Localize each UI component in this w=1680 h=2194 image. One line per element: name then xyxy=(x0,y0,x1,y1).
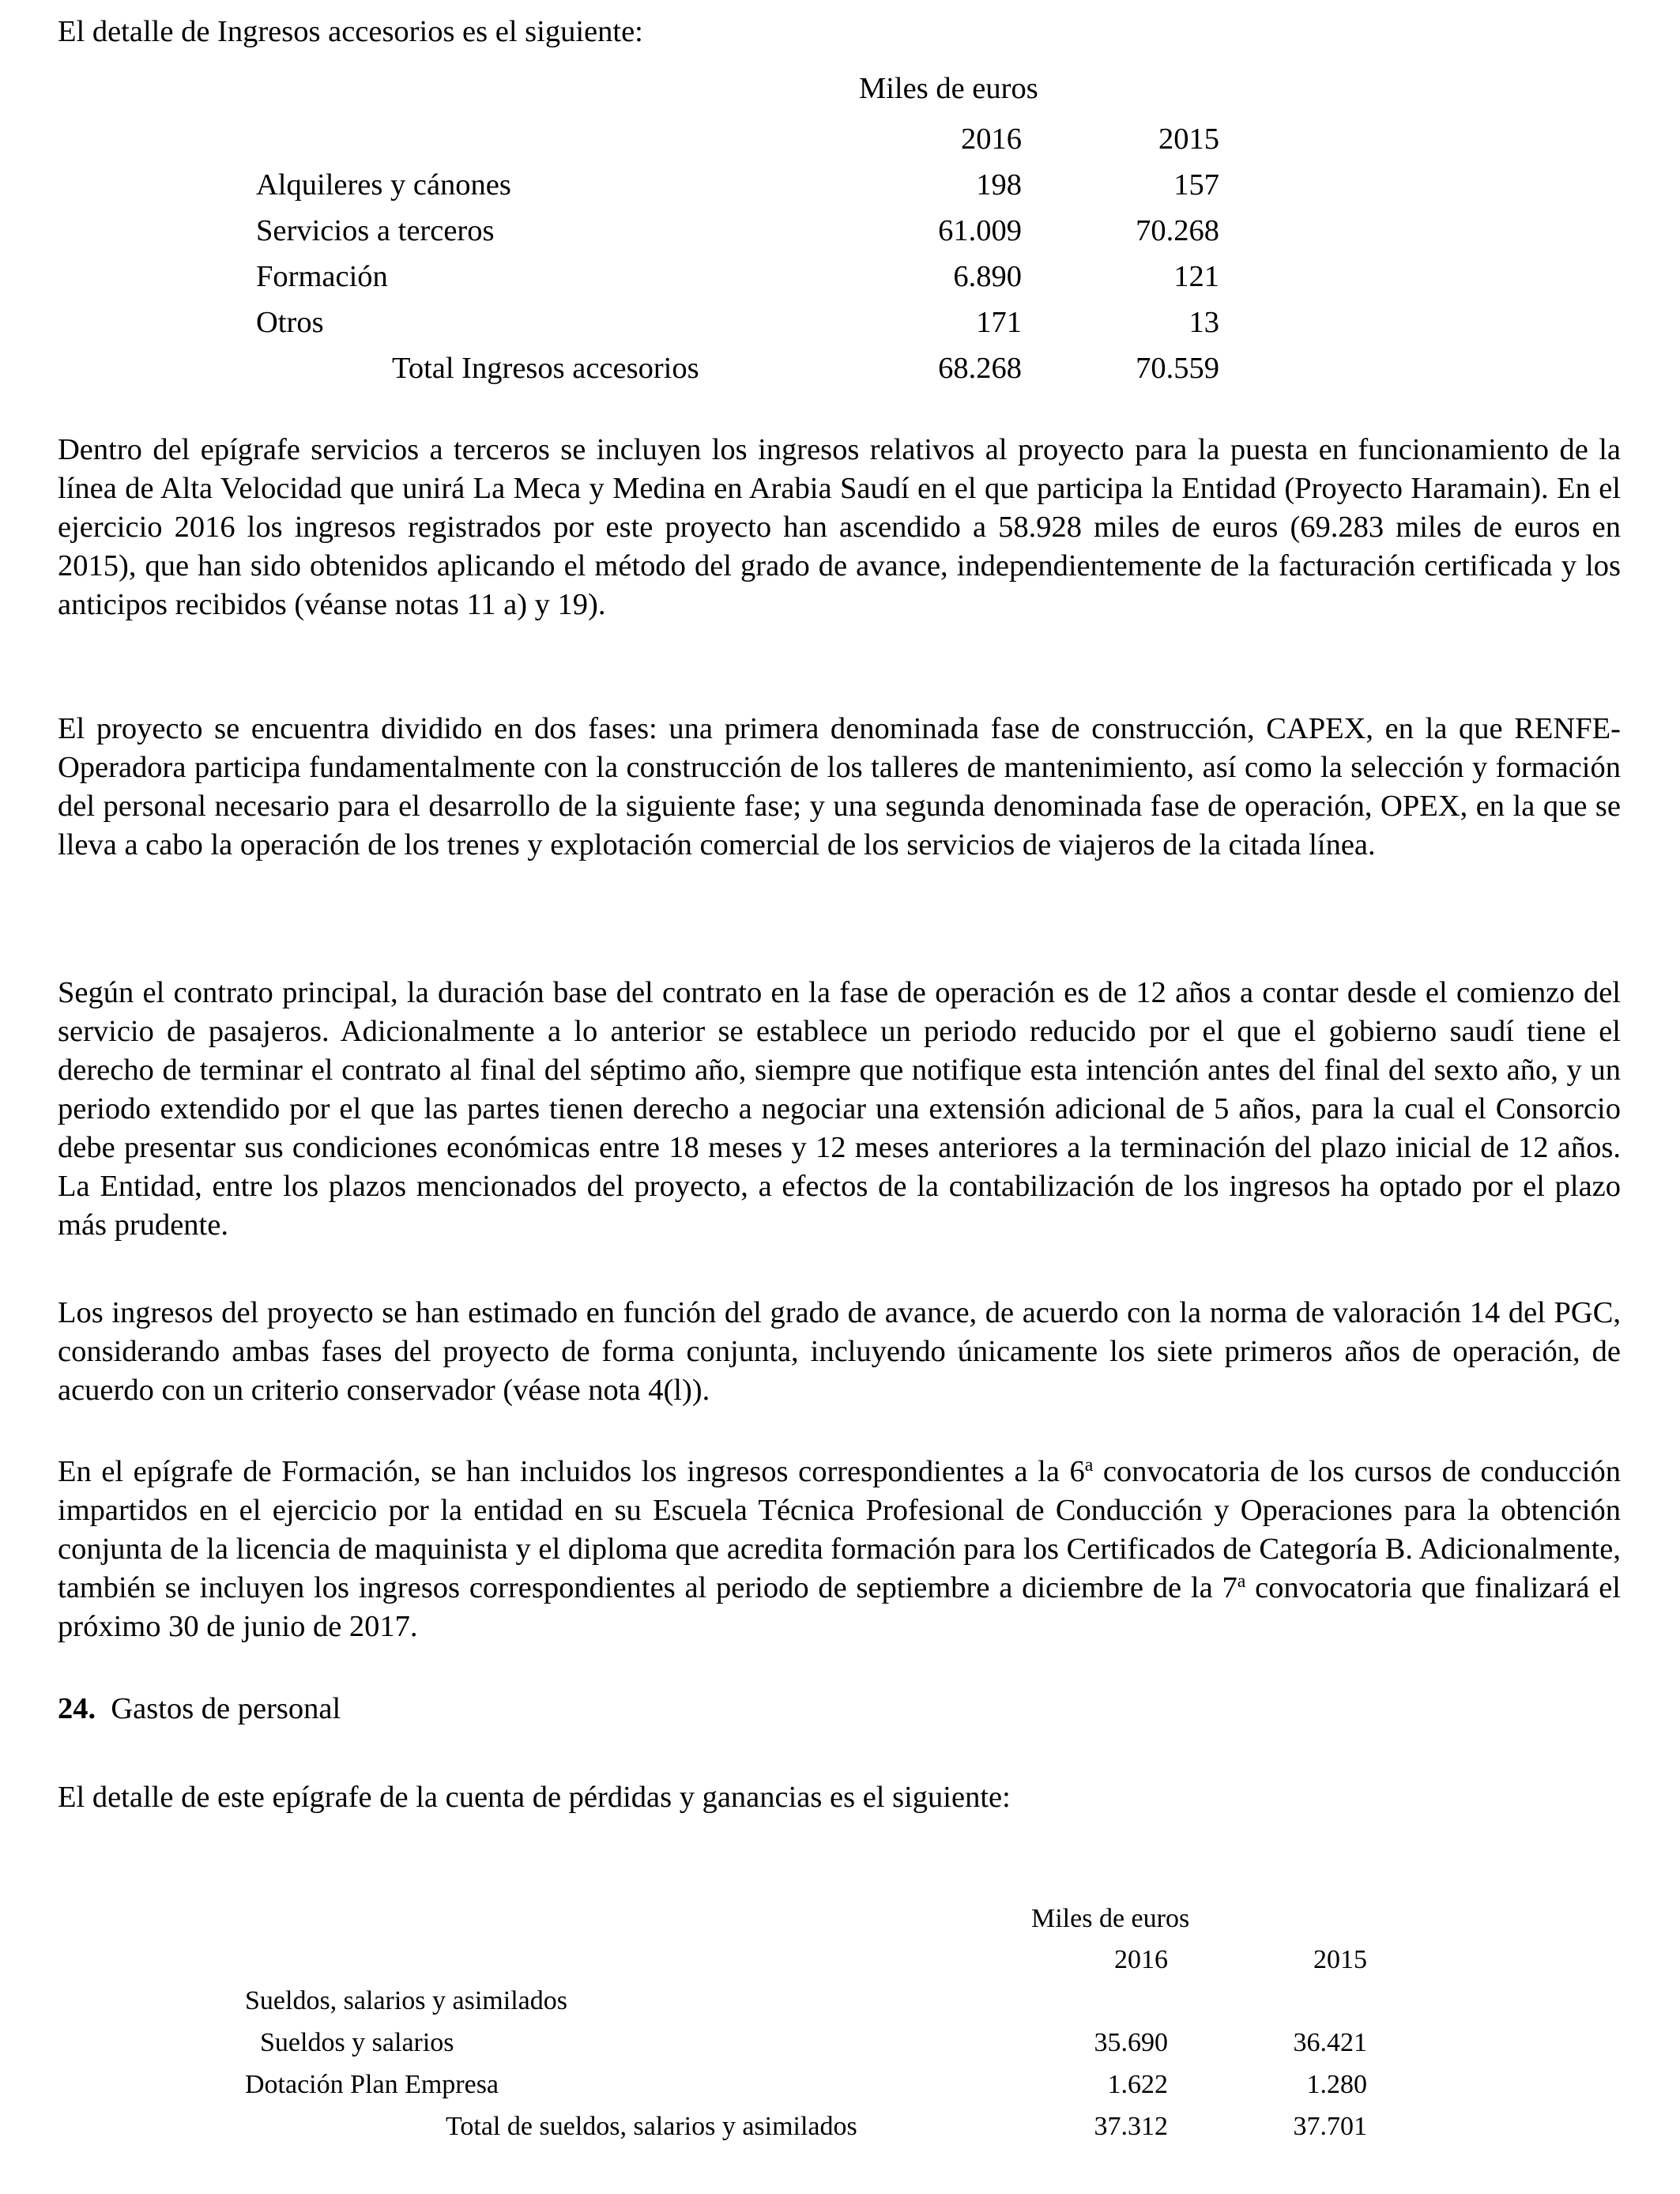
table2-row-label: Sueldos y salarios xyxy=(260,2028,454,2057)
table1-row-value-2016: 198 xyxy=(976,168,1022,202)
table1-year-2015: 2015 xyxy=(1158,123,1219,156)
table1-row-label: Otros xyxy=(256,306,324,339)
table2-year-2015: 2015 xyxy=(1313,1945,1367,1974)
table2-year-2016: 2016 xyxy=(1114,1945,1168,1974)
table1-row-value-2015: 121 xyxy=(1173,260,1219,293)
table1-row-value-2015: 70.268 xyxy=(1136,214,1219,247)
table2-total-value-2016: 37.312 xyxy=(1094,2112,1168,2141)
table-gastos-personal xyxy=(58,0,1621,2194)
paragraph-estimacion-ingresos: Los ingresos del proyecto se han estimado en función del grado de avance, de acuerdo con la norma de valoración 14 del PGC, considerando ambas fases del proyecto de forma conjunta, incluyendo únicamente los siete primeros años de operación, de acuerdo con un criterio conservador (véase nota 4(l)). xyxy=(58,1296,1621,1407)
paragraph-fases-proyecto: El proyecto se encuentra dividido en dos fases: una primera denominada fase de construcción, CAPEX, en la que RENFE-Operadora participa fundamentalmente con la construcción de los talleres de mantenimiento, así como la selección y formación del personal necesario para el desarrollo de la siguiente fase; y una segunda denominada fase de operación, OPEX, en la que se lleva a cabo la operación de los trenes y explotación comercial de los servicios de viajeros de la citada línea. xyxy=(58,712,1621,861)
table1-total-label: Total Ingresos accesorios xyxy=(392,352,699,385)
table1-year-2016: 2016 xyxy=(961,123,1022,156)
section-title: Gastos de personal xyxy=(111,1692,341,1725)
table1-total-value-2016: 68.268 xyxy=(938,352,1022,385)
paragraph-haramain: Dentro del epígrafe servicios a terceros se incluyen los ingresos relativos al proyecto para la puesta en funcionamiento de la línea de Alta Velocidad que unirá La Meca y Medina en Arabia Saudí en el que participa la Entidad (Proyecto Haramain). En el ejercicio 2016 los ingresos registrados por este proyecto han ascendido a 58.928 miles de euros (69.283 miles de euros en 2015), que han sido obtenidos aplicando el método del grado de avance, independientemente de la facturación certificada y los anticipos recibidos (véanse notas 11 a) y 19). xyxy=(58,433,1621,621)
table1-row-label: Servicios a terceros xyxy=(256,214,495,247)
table1-row-label: Alquileres y cánones xyxy=(256,168,511,202)
paragraph-contrato-principal: Según el contrato principal, la duración base del contrato en la fase de operación es de 12 años a contar desde el comienzo del servicio de pasajeros. Adicionalmente a lo anterior se establece un periodo reducido por el que el gobierno saudí tiene el derecho de terminar el contrato al final del séptimo año, siempre que notifique esta intención antes del final del sexto año, y un periodo extendido por el que las partes tienen derecho a negociar una extensión adicional de 5 años, para la cual el Consorcio debe presentar sus condiciones económicas entre 18 meses y 12 meses anteriores a la terminación del plazo inicial de 12 años. La Entidad, entre los plazos mencionados del proyecto, a efectos de la contabilización de los ingresos ha optado por el plazo más prudente. xyxy=(58,976,1621,1242)
table2-row-value-2016: 1.622 xyxy=(1107,2070,1168,2099)
section-number: 24. xyxy=(58,1692,96,1725)
table1-row-value-2015: 157 xyxy=(1173,168,1219,202)
table1-row-value-2016: 6.890 xyxy=(953,260,1022,293)
ordinal-superscript: a xyxy=(1084,1454,1094,1476)
table2-row-value-2015: 1.280 xyxy=(1306,2070,1367,2099)
intro-gastos-personal: El detalle de este epígrafe de la cuenta de pérdidas y ganancias es el siguiente: xyxy=(58,1781,1011,1814)
intro-ingresos-accesorios: El detalle de Ingresos accesorios es el siguiente: xyxy=(58,15,643,48)
table1-total-value-2015: 70.559 xyxy=(1136,352,1219,385)
table2-total-value-2015: 37.701 xyxy=(1293,2112,1367,2141)
table1-row-value-2016: 61.009 xyxy=(938,214,1022,247)
paragraph-formacion: En el epígrafe de Formación, se han incluidos los ingresos correspondientes a la 6$^a$ convocatoria de los cursos de conducción impartidos en el ejercicio por la entidad en su Escuela Técnica Profesional de Conducción y Operaciones para la obtención conjunta de la licencia de maquinista y el diploma que acredita formación para los Certificados de Categoría B. Adicionalmente, también se incluyen los ingresos correspondientes al periodo de septiembre a diciembre de la 7$^a$ convocatoria que finalizará el próximo 30 de junio de 2017. xyxy=(58,1454,1622,1643)
ordinal-superscript: a xyxy=(1237,1570,1246,1592)
table1-row-value-2016: 171 xyxy=(976,306,1022,339)
table1-row-value-2015: 13 xyxy=(1188,306,1219,339)
table2-row-value-2016: 35.690 xyxy=(1094,2028,1168,2057)
table1-row-label: Formación xyxy=(256,260,388,293)
table2-row-label: Dotación Plan Empresa xyxy=(245,2070,499,2099)
table2-row-value-2015: 36.421 xyxy=(1293,2028,1367,2057)
table2-total-label: Total de sueldos, salarios y asimilados xyxy=(446,2112,857,2141)
table1-unit-header: Miles de euros xyxy=(859,72,1038,105)
table2-unit-header: Miles de euros xyxy=(1031,1904,1190,1933)
table2-group-label: Sueldos, salarios y asimilados xyxy=(245,1986,567,2015)
